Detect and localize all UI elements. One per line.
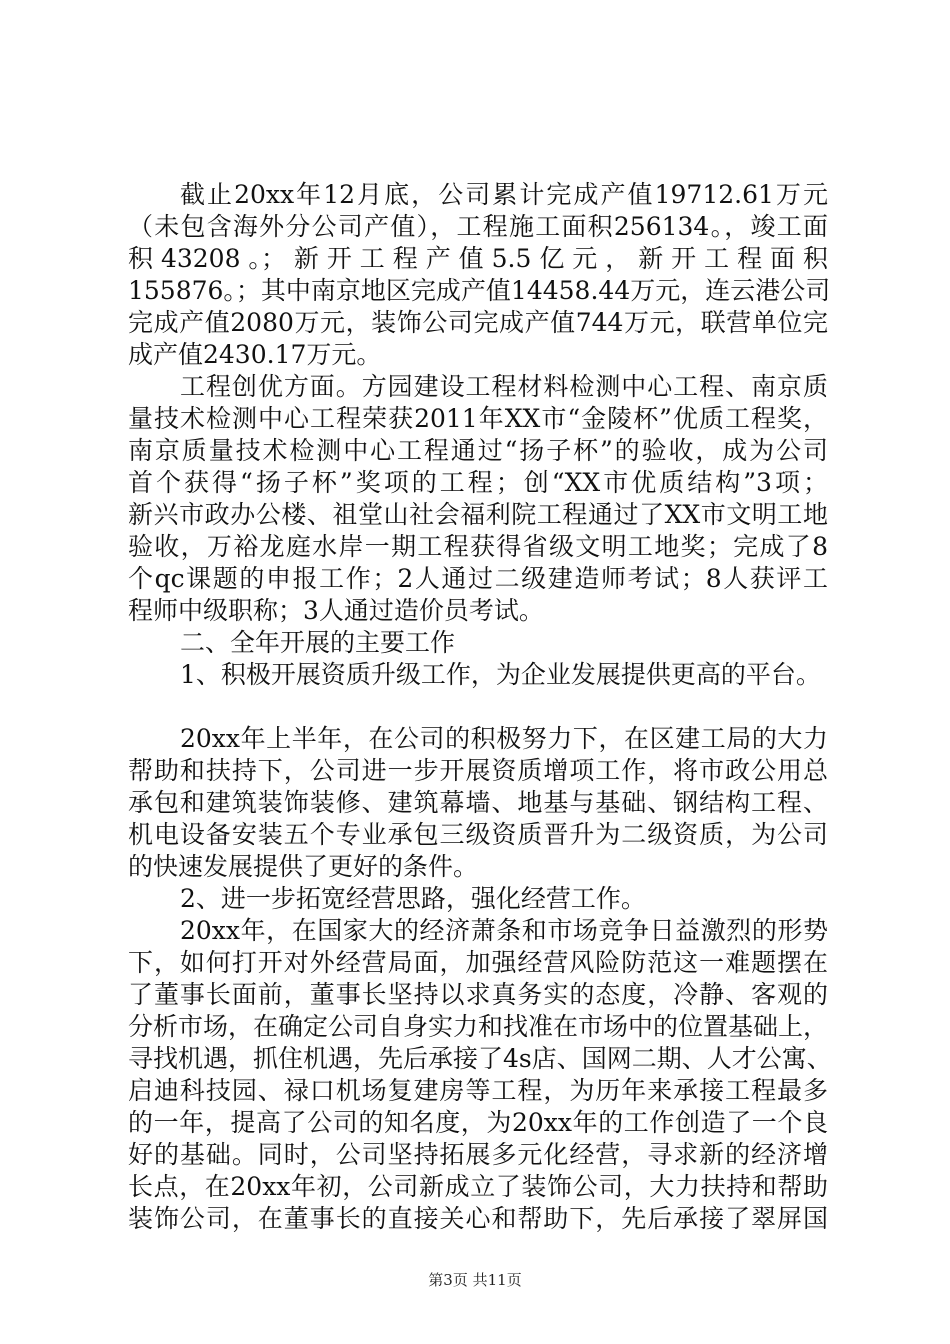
- paragraph-line: 成产值2430.17万元。: [128, 340, 382, 369]
- paragraph-line: 的一年，提高了公司的知名度，为20xx年的工作创造了一个良: [128, 1108, 828, 1137]
- paragraph-line: 工程创优方面。方园建设工程材料检测中心工程、南京质: [180, 372, 828, 401]
- subsection-heading: 2、进一步拓宽经营思路，强化经营工作。: [180, 884, 646, 913]
- paragraph-line: 新兴市政办公楼、祖堂山社会福利院工程通过了XX市文明工地: [128, 500, 828, 529]
- paragraph-line: 积 43208 。； 新 开 工 程 产 值 5.5 亿 元 ， 新 开 工 程 面 积: [128, 244, 828, 273]
- paragraph-line: 155876。；其中南京地区完成产值14458.44万元，连云港公司: [128, 276, 831, 305]
- paragraph-line: 装饰公司，在董事长的直接关心和帮助下，先后承接了翠屏国: [128, 1204, 828, 1233]
- subsection-heading: 1、积极开展资质升级工作，为企业发展提供更高的平台。: [180, 660, 821, 689]
- paragraph-line: 好的基础。同时，公司坚持拓展多元化经营，寻求新的经济增: [128, 1140, 828, 1169]
- paragraph-line: 长点，在20xx年初，公司新成立了装饰公司，大力扶持和帮助: [128, 1172, 828, 1201]
- paragraph-line: （未包含海外分公司产值），工程施工面积256134。，竣工面: [128, 212, 828, 241]
- paragraph-line: 的快速发展提供了更好的条件。: [128, 852, 479, 881]
- paragraph-line: 验收，万裕龙庭水岸一期工程获得省级文明工地奖；完成了8: [128, 532, 828, 561]
- paragraph-line: 南京质量技术检测中心工程通过“扬子杯”的验收，成为公司: [128, 436, 828, 465]
- paragraph-line: 个qc课题的申报工作；2人通过二级建造师考试；8人获评工: [128, 564, 828, 593]
- paragraph-line: 寻找机遇，抓住机遇，先后承接了4s店、国网二期、人才公寓、: [128, 1044, 832, 1073]
- paragraph-line: 机电设备安装五个专业承包三级资质晋升为二级资质，为公司: [128, 820, 828, 849]
- paragraph-line: 启迪科技园、禄口机场复建房等工程，为历年来承接工程最多: [128, 1076, 828, 1105]
- paragraph-line: 20xx年，在国家大的经济萧条和市场竞争日益激烈的形势: [180, 916, 828, 945]
- paragraph-line: 量技术检测中心工程荣获2011年XX市“金陵杯”优质工程奖，: [128, 404, 828, 433]
- paragraph-line: 了董事长面前，董事长坚持以求真务实的态度，冷静、客观的: [128, 980, 828, 1009]
- paragraph-line: 分析市场，在确定公司自身实力和找准在市场中的位置基础上，: [128, 1012, 829, 1041]
- paragraph-line: 程师中级职称；3人通过造价员考试。: [128, 596, 544, 625]
- paragraph-line: 下，如何打开对外经营局面，加强经营风险防范这一难题摆在: [128, 948, 828, 977]
- page-number-footer: 第3页 共11页: [428, 1271, 522, 1289]
- paragraph-line: 承包和建筑装饰装修、建筑幕墙、地基与基础、钢结构工程、: [128, 788, 828, 817]
- section-heading: 二、全年开展的主要工作: [180, 628, 456, 657]
- paragraph-line: 完成产值2080万元，装饰公司完成产值744万元，联营单位完: [128, 308, 828, 337]
- paragraph-line: 20xx年上半年，在公司的积极努力下，在区建工局的大力: [180, 724, 828, 753]
- paragraph-line: 首个获得“扬子杯”奖项的工程；创“XX市优质结构”3项；: [128, 468, 828, 497]
- paragraph-line: 截止20xx年12月底，公司累计完成产值19712.61万元: [180, 180, 828, 209]
- paragraph-line: 帮助和扶持下，公司进一步开展资质增项工作，将市政公用总: [128, 756, 828, 785]
